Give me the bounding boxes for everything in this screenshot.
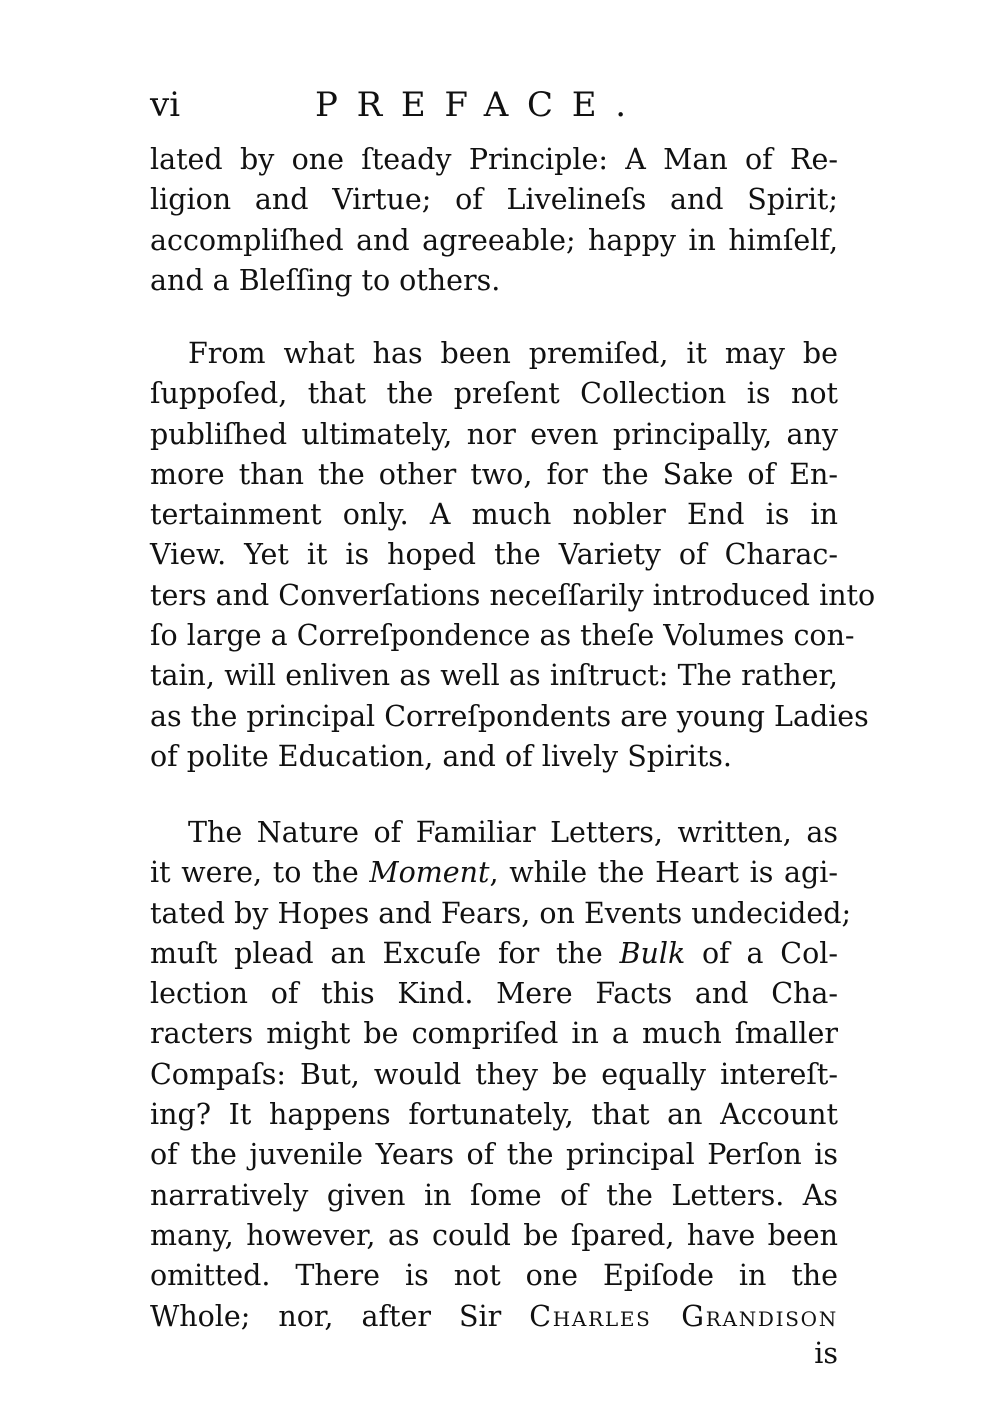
text-line: ters and Converſations neceſſarily introduced into xyxy=(150,578,876,612)
text-line: ſuppoſed, that the preſent Collection is not xyxy=(150,377,838,411)
text-line: tated by Hopes and Fears, on Events undecided; xyxy=(150,896,852,930)
text-line xyxy=(150,1297,838,1337)
italic-word: Bulk xyxy=(619,936,686,970)
catchword: is xyxy=(814,1337,838,1370)
text-line: lection of this Kind. Mere Facts and Cha- xyxy=(150,977,838,1011)
text-line xyxy=(150,853,838,893)
text-line: The Nature of Familiar Letters, written, as xyxy=(188,816,838,849)
text-line xyxy=(150,934,838,974)
text-segment: of a Col- xyxy=(685,936,838,970)
text-segment: Whole; nor, after Sir xyxy=(150,1299,530,1333)
paragraph-1 xyxy=(150,140,838,301)
text-line: publiſhed ultimately, nor even principally, any xyxy=(150,417,838,451)
text-line: of the juvenile Years of the principal Perſon is xyxy=(150,1138,838,1172)
text-line: many, however, as could be ſpared, have been xyxy=(150,1218,838,1252)
text-line: lated by one ſteady Principle: A Man of Re- xyxy=(150,143,838,176)
text-line: ing? It happens fortunately, that an Account xyxy=(150,1098,838,1132)
text-line: Compaſs: But, would they be equally intereſt- xyxy=(150,1057,838,1091)
text-line: omitted. There is not one Epiſode in the xyxy=(150,1259,838,1293)
text-line: tain, will enliven as well as inſtruct: The rather, xyxy=(150,659,838,693)
text-segment: muſt plead an Excuſe for the xyxy=(150,936,620,970)
text-line: as the principal Correſpondents are young Ladies xyxy=(150,699,869,733)
text-line: accompliſhed and agreeable; happy in himſelf, xyxy=(150,223,838,257)
text-line: of polite Education, and of lively Spirits. xyxy=(150,739,732,773)
text-line: ligion and Virtue; of Livelineſs and Spirit; xyxy=(150,183,838,217)
text-line: more than the other two, for the Sake of En- xyxy=(150,457,838,491)
text-line: ſo large a Correſpondence as theſe Volumes con- xyxy=(150,619,855,653)
paragraph-3 xyxy=(150,813,852,1337)
italic-word: Moment xyxy=(369,856,490,890)
text-line: racters might be compriſed in a much ſmaller xyxy=(150,1017,838,1051)
page-number: vi xyxy=(150,85,181,125)
text-segment: it were, to the xyxy=(150,856,370,890)
paragraph-2 xyxy=(150,334,876,777)
page-header xyxy=(150,80,840,130)
text-line: tertainment only. A much nobler End is in xyxy=(150,498,838,532)
text-line: View. Yet it is hoped the Variety of Charac- xyxy=(150,538,838,572)
text-line: and a Bleſſing to others. xyxy=(150,263,501,297)
small-caps-name: Charles Grandison xyxy=(529,1299,838,1333)
text-line: From what has been premiſed, it may be xyxy=(188,337,838,370)
running-title: PREFACE. xyxy=(315,85,645,125)
text-segment: , while the Heart is agi- xyxy=(489,856,838,890)
text-line: narratively given in ſome of the Letters. As xyxy=(150,1178,838,1212)
